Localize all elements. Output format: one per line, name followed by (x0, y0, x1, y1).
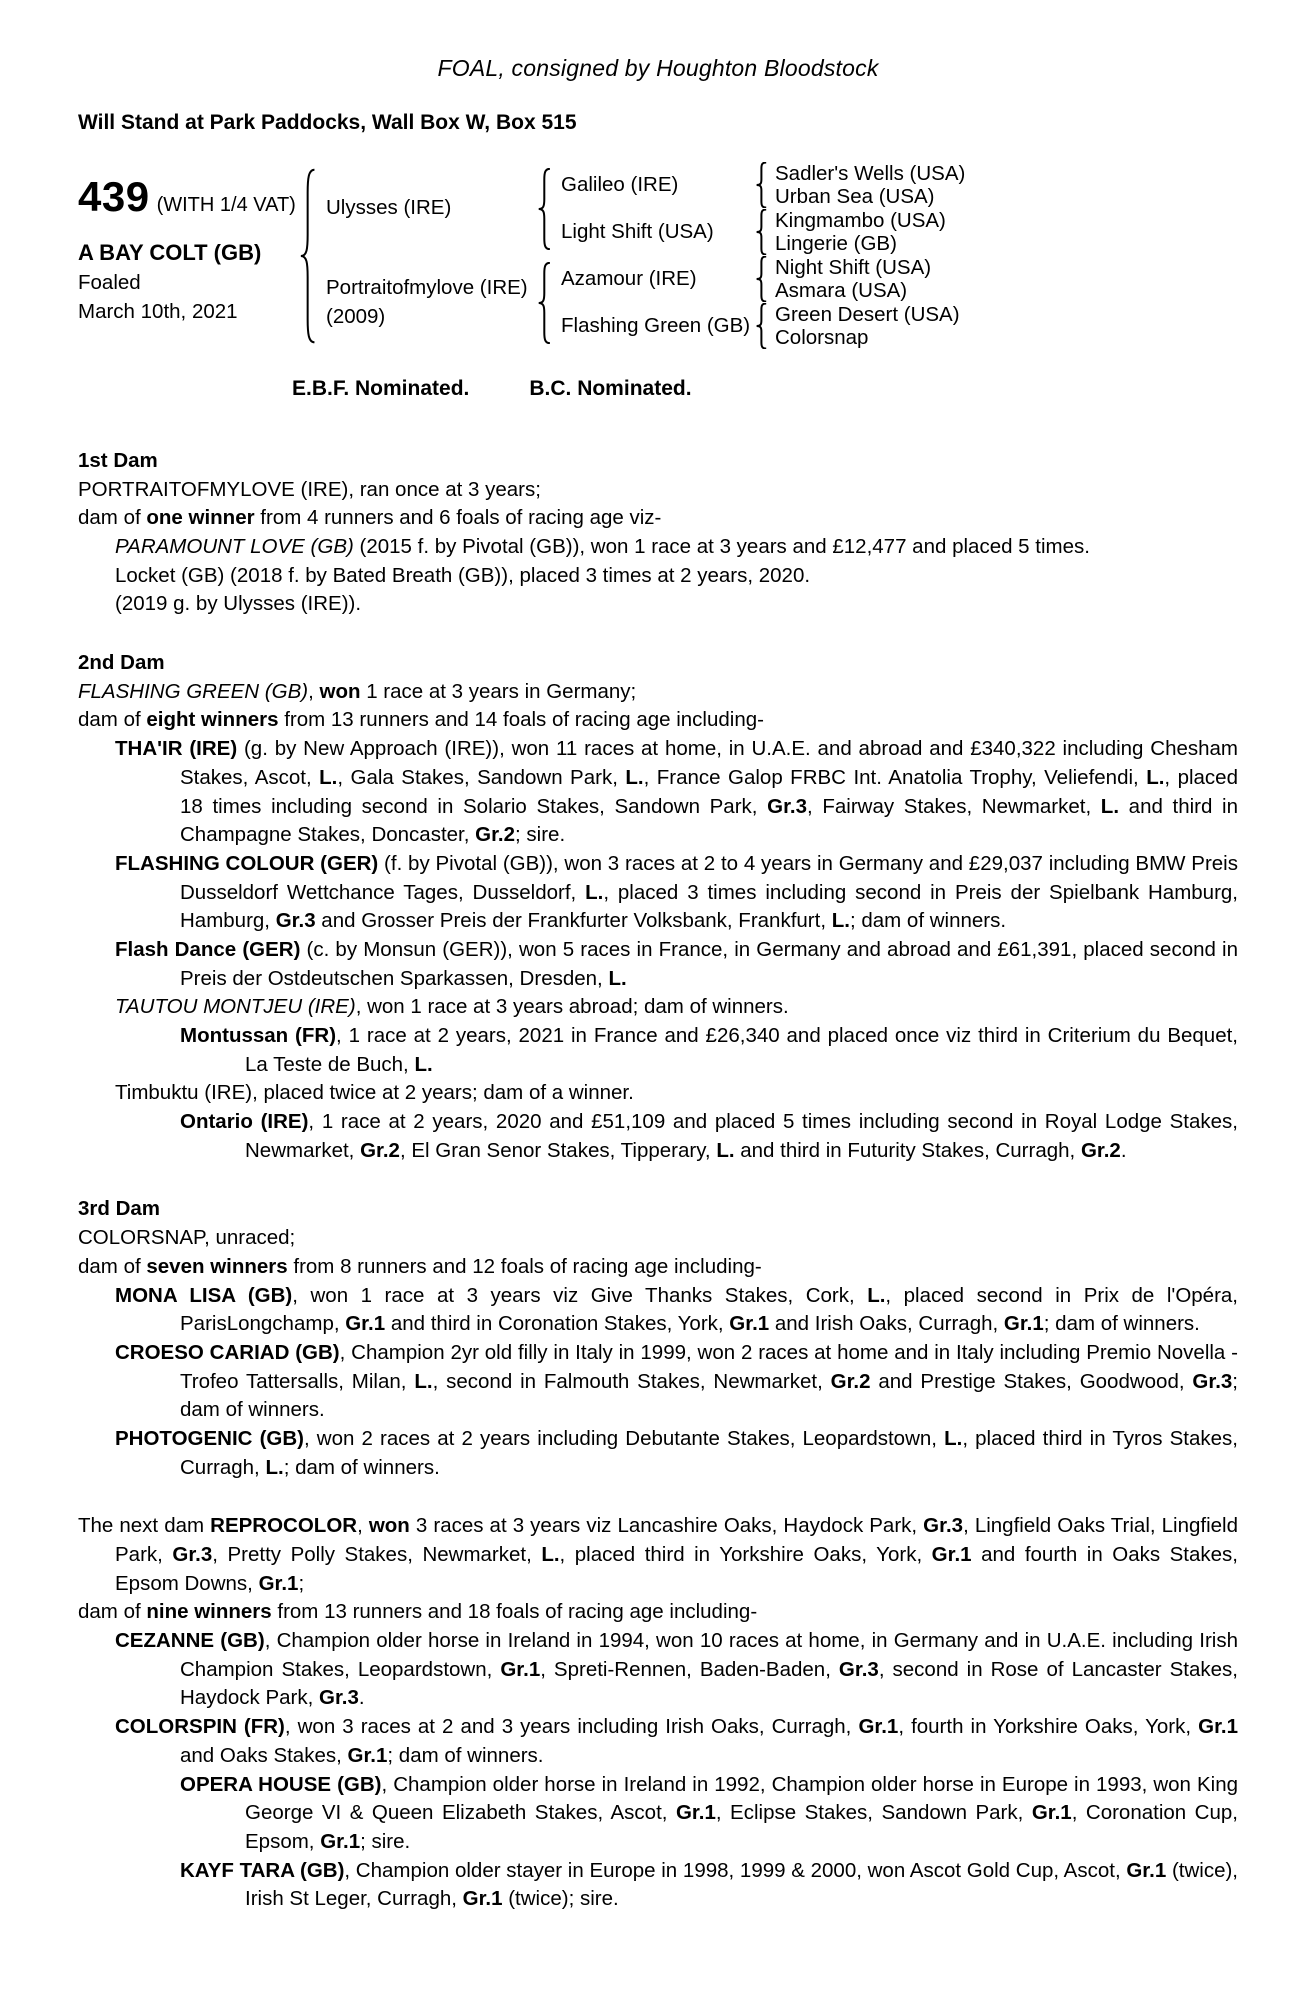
text-run: L. (1100, 794, 1120, 818)
text-run: Gr.1 (1031, 1801, 1072, 1825)
sire-parents-group (538, 162, 756, 256)
text-run: , Lingfield Oaks Trial, Lingfield Park, (115, 1514, 1238, 1567)
gen4-names (775, 162, 965, 208)
gen4-name: Kingmambo (USA) (775, 208, 946, 232)
text-run: nine winners (146, 1600, 272, 1624)
text-run: eight winners (146, 708, 279, 732)
gen3-cells (561, 162, 756, 256)
pedigree-gen4 (756, 162, 1238, 350)
text-run: Gr.1 (500, 1657, 541, 1681)
text-run: , placed third in Tyros Stakes, Curragh, (180, 1426, 1238, 1479)
catalog-paragraph (78, 476, 1238, 505)
dam-heading: 1st Dam (78, 448, 158, 472)
text-run: COLORSNAP, unraced; (78, 1226, 296, 1250)
text-run: , won 1 race at 3 years viz Give Thanks Stakes, Cork, (292, 1283, 868, 1307)
gen4-pair (756, 256, 1238, 303)
catalog-paragraph (78, 1079, 1238, 1108)
dam-parents-group (538, 256, 756, 350)
text-run: , Fairway Stakes, Newmarket, (807, 794, 1101, 818)
catalog-paragraph (78, 1713, 1238, 1770)
dam-name: Portraitofmylove (IRE) (326, 275, 528, 299)
text-run: dam of (78, 1600, 147, 1624)
brace-icon (538, 168, 552, 250)
gen4-name: Asmara (USA) (775, 279, 908, 303)
text-run: Timbuktu (IRE), placed twice at 2 years; dam of a winner. (115, 1081, 634, 1105)
text-run: Gr.1 (1126, 1858, 1167, 1882)
text-run: seven winners (146, 1254, 288, 1278)
text-run: PARAMOUNT LOVE (GB) (115, 535, 354, 559)
dam-year: (2009) (326, 304, 386, 328)
text-run: , (357, 1514, 369, 1538)
catalog-paragraph (78, 1857, 1238, 1914)
text-run: , (308, 679, 320, 703)
text-run: L. (585, 880, 604, 904)
text-run: Gr.3 (172, 1543, 213, 1567)
catalog-paragraph (78, 850, 1238, 936)
text-run: Gr.1 (675, 1801, 716, 1825)
brace-icon (300, 162, 317, 350)
text-run: TAUTOU MONTJEU (IRE) (115, 995, 356, 1019)
text-run: and third in Coronation Stakes, York, (385, 1312, 730, 1336)
text-run: 1 race at 3 years in Germany; (360, 679, 637, 703)
text-run: , 1 race at 2 years, 2020 and £51,109 and placed 5 times including second in Royal Lodge Stakes, Newmarket, (245, 1110, 1238, 1162)
text-run: L. (625, 765, 644, 789)
text-run: and Prestige Stakes, Goodwood, (870, 1369, 1193, 1393)
text-run: , Spreti-Rennen, Baden-Baden, (540, 1657, 839, 1681)
text-run: Gr.1 (729, 1312, 770, 1336)
text-run: dam of (78, 708, 147, 732)
consignor-title: FOAL, consigned by Houghton Bloodstock (437, 55, 879, 81)
text-run: Gr.2 (830, 1369, 871, 1393)
text-run: Gr.3 (838, 1657, 879, 1681)
text-run: (twice); sire. (502, 1887, 619, 1911)
text-run: , Gala Stakes, Sandown Park, (337, 765, 626, 789)
text-run: , placed 3 times including second in Preis der Spielbank Hamburg, Hamburg, (180, 880, 1238, 933)
text-run: Gr.1 (462, 1887, 503, 1911)
text-run: Flash Dance (GER) (115, 937, 301, 961)
text-run: MONA LISA (GB) (115, 1283, 293, 1307)
text-run: The next dam (78, 1514, 211, 1538)
text-run: L. (867, 1283, 886, 1307)
text-run: from 13 runners and 14 foals of racing age including- (278, 708, 764, 732)
gen3-name: Light Shift (USA) (561, 219, 714, 243)
lot-vat-note: (WITH 1/4 VAT) (156, 193, 296, 216)
brace-icon (756, 162, 768, 208)
dam-heading: 2nd Dam (78, 651, 165, 675)
dam-sections (78, 447, 1238, 1914)
catalog-paragraph (78, 1282, 1238, 1339)
gen4-name: Colorsnap (775, 326, 869, 350)
gen4-names (775, 209, 946, 255)
text-run: Gr.2 (360, 1138, 400, 1162)
text-run: , second in Rose of Lancaster Stakes, Haydock Park, (180, 1657, 1238, 1710)
text-run: ; (298, 1571, 305, 1595)
text-run: THA'IR (IRE) (115, 737, 238, 761)
text-run: (twice), Irish St Leger, Curragh, (245, 1858, 1238, 1911)
curly-brace-icon (300, 168, 317, 344)
pedigree-tree (78, 162, 1238, 350)
text-run: CROESO CARIAD (GB) (115, 1340, 340, 1364)
text-run: (2015 f. by Pivotal (GB)), won 1 race at 3 years and £12,477 and placed 5 times. (353, 535, 1090, 559)
text-run: L. (541, 1543, 560, 1567)
text-run: . (358, 1686, 365, 1710)
text-run: ; dam of winners. (283, 1455, 440, 1479)
catalog-paragraph (78, 1339, 1238, 1425)
gen4-name: Lingerie (GB) (775, 232, 897, 256)
ebf-nomination: E.B.F. Nominated. (292, 376, 470, 400)
text-run: and Grosser Preis der Frankfurter Volksbank, Frankfurt, (315, 909, 832, 933)
brace-icon (756, 256, 768, 302)
text-run: , Eclipse Stakes, Sandown Park, (715, 1801, 1032, 1825)
curly-brace-icon (538, 168, 552, 250)
gen4-names (775, 256, 931, 302)
text-run: PORTRAITOFMYLOVE (IRE), ran once at 3 years; (78, 477, 541, 501)
text-run: (c. by Monsun (GER)), won 5 races in France, in Germany and abroad and £61,391, placed second in Preis der Ostdeutschen Sparkassen, Dresden, (180, 937, 1238, 990)
gen3-cells (561, 256, 756, 350)
text-run: . (1120, 1138, 1127, 1162)
text-run: ; sire. (515, 823, 566, 847)
gen4-pair (756, 209, 1238, 256)
curly-brace-icon (756, 303, 768, 349)
gen4-name: Green Desert (USA) (775, 302, 960, 326)
text-run: , second in Falmouth Stakes, Newmarket, (432, 1369, 831, 1393)
catalog-paragraph (78, 1598, 1238, 1627)
catalog-paragraph (78, 936, 1238, 993)
gen3-name: Galileo (IRE) (561, 172, 679, 196)
text-run: , El Gran Senor Stakes, Tipperary, (399, 1138, 717, 1162)
text-run: , placed third in Yorkshire Oaks, York, (559, 1543, 932, 1567)
text-run: from 8 runners and 12 foals of racing age including- (287, 1254, 762, 1278)
catalog-paragraph (78, 1108, 1238, 1165)
text-run: Gr.1 (347, 1743, 388, 1767)
dam-section (78, 1512, 1238, 1914)
stand-location: Will Stand at Park Paddocks, Wall Box W, Box 515 (78, 111, 577, 135)
gen4-name: Night Shift (USA) (775, 255, 932, 279)
text-run: (f. by Pivotal (GB)), won 3 races at 2 to 4 years in Germany and £29,037 including BMW Preis Dusseldorf Wettchance Tages, Dusseldorf, (180, 851, 1238, 904)
brace-icon (538, 262, 552, 344)
text-run: Gr.1 (345, 1312, 386, 1336)
catalog-paragraph (78, 1512, 1238, 1598)
dam-heading: 3rd Dam (78, 1197, 161, 1221)
brace-icon (756, 209, 768, 255)
catalog-paragraph (78, 504, 1238, 533)
lot-info (78, 162, 300, 350)
text-run: dam of (78, 506, 147, 530)
text-run: ; dam of winners. (180, 1369, 1238, 1422)
text-run: Gr.1 (320, 1829, 361, 1853)
catalog-paragraph (78, 735, 1238, 850)
text-run: from 13 runners and 18 foals of racing age including- (271, 1600, 758, 1624)
text-run: Gr.1 (931, 1543, 972, 1567)
text-run: , Champion older stayer in Europe in 1998, 1999 & 2000, won Ascot Gold Cup, Ascot, (344, 1858, 1127, 1882)
curly-brace-icon (756, 162, 768, 208)
text-run: , won 2 races at 2 years including Debutante Stakes, Leopardstown, (303, 1426, 945, 1450)
text-run: REPROCOLOR (210, 1514, 358, 1538)
gen4-names (775, 303, 960, 349)
text-run: won (368, 1514, 410, 1538)
text-run: CEZANNE (GB) (115, 1629, 265, 1653)
foaled-date: March 10th, 2021 (78, 299, 238, 323)
text-run: FLASHING GREEN (GB) (78, 679, 309, 703)
text-run: Gr.3 (1192, 1369, 1233, 1393)
text-run: ; dam of winners. (849, 909, 1007, 933)
text-run: L. (944, 1426, 963, 1450)
text-run: Gr.2 (475, 823, 516, 847)
text-run: (2019 g. by Ulysses (IRE)). (115, 592, 362, 616)
dam-section (78, 649, 1238, 1165)
text-run: Gr.3 (275, 909, 316, 933)
gen4-name: Sadler's Wells (USA) (775, 161, 966, 185)
text-run: Montussan (FR) (180, 1024, 337, 1048)
curly-brace-icon (756, 256, 768, 302)
sire-cell (326, 162, 538, 256)
nominations (292, 374, 1238, 403)
text-run: , Coronation Cup, Epsom, (245, 1801, 1238, 1853)
catalog-paragraph (78, 1224, 1238, 1253)
text-run: , Pretty Polly Stakes, Newmarket, (212, 1543, 542, 1567)
gen3-name: Azamour (IRE) (561, 266, 697, 290)
text-run: Gr.3 (767, 794, 808, 818)
gen3-name: Flashing Green (GB) (561, 313, 751, 337)
bc-nomination: B.C. Nominated. (529, 376, 692, 400)
dam-section (78, 447, 1238, 619)
text-run: , Champion older horse in Ireland in 1994, won 10 races at home, in Germany and in U.A.E. including Irish Champion Stakes, Leopardstown, (180, 1629, 1239, 1681)
gen4-pair (756, 162, 1238, 209)
text-run: and third in Futurity Stakes, Curragh, (734, 1138, 1081, 1162)
dam-section (78, 1195, 1238, 1482)
text-run: and Oaks Stakes, (180, 1743, 348, 1767)
catalog-paragraph (78, 1771, 1238, 1857)
text-run: dam of (78, 1254, 147, 1278)
text-run: L. (608, 966, 627, 990)
colt-name: A BAY COLT (GB) (78, 240, 262, 266)
brace-icon (756, 303, 768, 349)
lot-line (78, 168, 300, 227)
text-run: PHOTOGENIC (GB) (115, 1426, 304, 1450)
text-run: L. (716, 1138, 735, 1162)
text-run: ; sire. (360, 1829, 411, 1853)
lot-number: 439 (78, 172, 150, 220)
text-run: Gr.1 (258, 1571, 299, 1595)
text-run: COLORSPIN (FR) (115, 1715, 285, 1739)
text-run: Gr.2 (1080, 1138, 1121, 1162)
text-run: ; dam of winners. (387, 1743, 544, 1767)
catalog-paragraph (78, 1253, 1238, 1282)
text-run: , 1 race at 2 years, 2021 in France and £26,340 and placed once viz third in Criterium du Bequet, La Teste de Buch, (245, 1024, 1239, 1076)
text-run: , placed 18 times including second in Solario Stakes, Sandown Park, (180, 765, 1238, 818)
text-run: OPERA HOUSE (GB) (180, 1772, 382, 1796)
gen4-name: Urban Sea (USA) (775, 185, 935, 209)
curly-brace-icon (538, 262, 552, 344)
text-run: 3 races at 3 years viz Lancashire Oaks, Haydock Park, (409, 1514, 924, 1538)
text-run: L. (319, 765, 338, 789)
text-run: from 4 runners and 6 foals of racing age viz- (254, 506, 662, 530)
text-run: , Champion older horse in Ireland in 1992, Champion older horse in Europe in 1993, won King George VI & Queen Elizabeth Stakes, Ascot, (245, 1772, 1239, 1825)
text-run: KAYF TARA (GB) (180, 1858, 345, 1882)
sire-name: Ulysses (IRE) (326, 196, 452, 220)
catalog-paragraph (78, 678, 1238, 707)
text-run: , won 3 races at 2 and 3 years including Irish Oaks, Curragh, (284, 1715, 859, 1739)
text-run: L. (265, 1455, 284, 1479)
text-run: L. (1146, 765, 1165, 789)
text-run: won (319, 679, 361, 703)
text-run: Locket (GB) (2018 f. by Bated Breath (GB)), placed 3 times at 2 years, 2020. (115, 563, 811, 587)
catalog-paragraph (78, 706, 1238, 735)
catalog-paragraph (78, 1627, 1238, 1713)
text-run: FLASHING COLOUR (GER) (115, 851, 379, 875)
text-run: , France Galop FRBC Int. Anatolia Trophy, Veliefendi, (643, 765, 1147, 789)
text-run: L. (831, 909, 850, 933)
text-run: (g. by New Approach (IRE)), won 11 races at home, in U.A.E. and abroad and £340,322 including Chesham Stakes, Ascot, (180, 737, 1239, 789)
catalog-paragraph (78, 993, 1238, 1022)
catalog-paragraph (78, 533, 1238, 562)
text-run: Gr.1 (1003, 1312, 1044, 1336)
text-run: one winner (146, 506, 255, 530)
curly-brace-icon (756, 209, 768, 255)
catalog-paragraph (78, 1022, 1238, 1079)
text-run: and third in Champagne Stakes, Doncaster, (180, 794, 1239, 847)
text-run: Gr.1 (1198, 1715, 1239, 1739)
catalog-paragraph (78, 590, 1238, 619)
text-run: ; dam of winners. (1043, 1312, 1200, 1336)
text-run: and fourth in Oaks Stakes, Epsom Downs, (115, 1543, 1239, 1595)
text-run: Gr.3 (319, 1686, 359, 1710)
text-run: , won 1 race at 3 years abroad; dam of winners. (355, 995, 789, 1019)
catalog-paragraph (78, 562, 1238, 591)
pedigree-gen2 (326, 162, 538, 350)
foaled-label: Foaled (78, 271, 141, 295)
dam-cell (326, 256, 538, 350)
text-run: Gr.1 (858, 1715, 899, 1739)
catalog-paragraph (78, 1425, 1238, 1482)
text-run: and Irish Oaks, Curragh, (769, 1312, 1004, 1336)
text-run: , fourth in Yorkshire Oaks, York, (898, 1715, 1199, 1739)
text-run: L. (414, 1052, 433, 1076)
text-run: L. (414, 1369, 433, 1393)
text-run: , placed second in Prix de l'Opéra, ParisLongchamp, (180, 1283, 1238, 1336)
gen4-pair (756, 303, 1238, 350)
text-run: Ontario (IRE) (180, 1110, 309, 1134)
text-run: Gr.3 (923, 1514, 964, 1538)
text-run: , Champion 2yr old filly in Italy in 1999, won 2 races at home and in Italy including Premio Novella - Trofeo Tattersalls, Milan, (180, 1340, 1238, 1393)
pedigree-gen3 (538, 162, 756, 350)
